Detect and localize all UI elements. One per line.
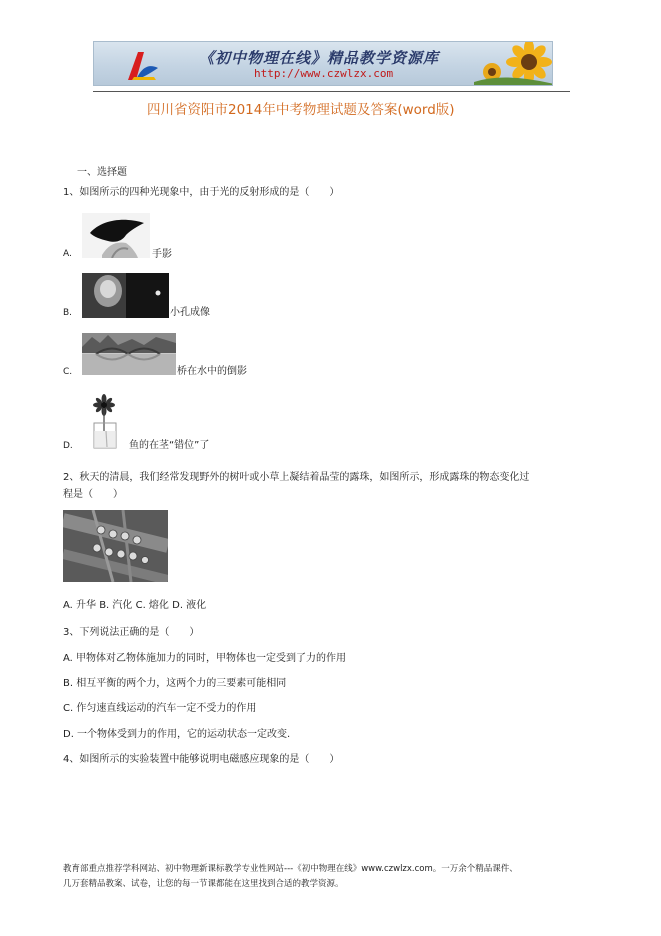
q1-option-a-text: 手影 [152, 249, 172, 260]
hand-shadow-image [82, 213, 150, 258]
question-2-stem-line2: 程是（ ） [63, 489, 123, 500]
q1-option-b-text: 小孔成像 [170, 307, 210, 318]
q1-option-d-letter: D. [63, 441, 73, 451]
footer-line-1: 教育部重点推荐学科网站、初中物理新课标教学专业性网站---《初中物理在线》www.czwlzx.com。一万余个精品课件、 [63, 864, 518, 874]
banner-title: 《初中物理在线》精品教学资源库 [199, 49, 440, 67]
header-banner [93, 41, 553, 86]
q3-option-c: C. 作匀速直线运动的汽车一定不受力的作用 [63, 703, 257, 714]
question-4-stem: 4、如图所示的实验装置中能够说明电磁感应现象的是（ ） [63, 754, 340, 765]
flower-in-glass-image [82, 393, 128, 450]
q1-option-c-letter: C. [63, 367, 73, 377]
q3-option-d: D. 一个物体受到力的作用，它的运动状态一定改变. [63, 729, 291, 740]
footer-line-2: 几万套精品教案、试卷，让您的每一节课都能在这里找到合适的教学资源。 [63, 879, 344, 889]
q1-option-c-text: 桥在水中的倒影 [177, 366, 247, 377]
question-3-stem: 3、下列说法正确的是（ ） [63, 627, 200, 638]
q1-option-a-letter: A. [63, 249, 72, 259]
q1-option-d-text: 鱼的在茎“错位”了 [129, 440, 210, 451]
q1-option-b-letter: B. [63, 308, 73, 318]
header-divider [93, 91, 570, 92]
q3-option-b: B. 相互平衡的两个力，这两个力的三要素可能相同 [63, 678, 287, 689]
question-1-stem: 1、如图所示的四种光现象中，由于光的反射形成的是（ ） [63, 187, 340, 198]
page-title: 四川省资阳市2014年中考物理试题及答案(word版) [147, 102, 455, 118]
dewdrops-image [63, 510, 168, 582]
question-2-options: A. 升华 B. 汽化 C. 熔化 D. 液化 [63, 600, 207, 611]
page-footer [63, 862, 598, 892]
banner-url[interactable]: http://www.czwlzx.com [254, 67, 394, 80]
section-heading: 一、选择题 [77, 167, 127, 178]
pinhole-image [82, 273, 169, 318]
bridge-reflection-image [82, 333, 176, 375]
logo-icon [122, 46, 162, 84]
question-2-stem-line1: 2、秋天的清晨，我们经常发现野外的树叶或小草上凝结着晶莹的露珠，如图所示，形成露珠的物态变化过 [63, 472, 530, 483]
q3-option-a: A. 甲物体对乙物体施加力的同时，甲物体也一定受到了力的作用 [63, 653, 347, 664]
sunflower-icon [474, 42, 553, 86]
